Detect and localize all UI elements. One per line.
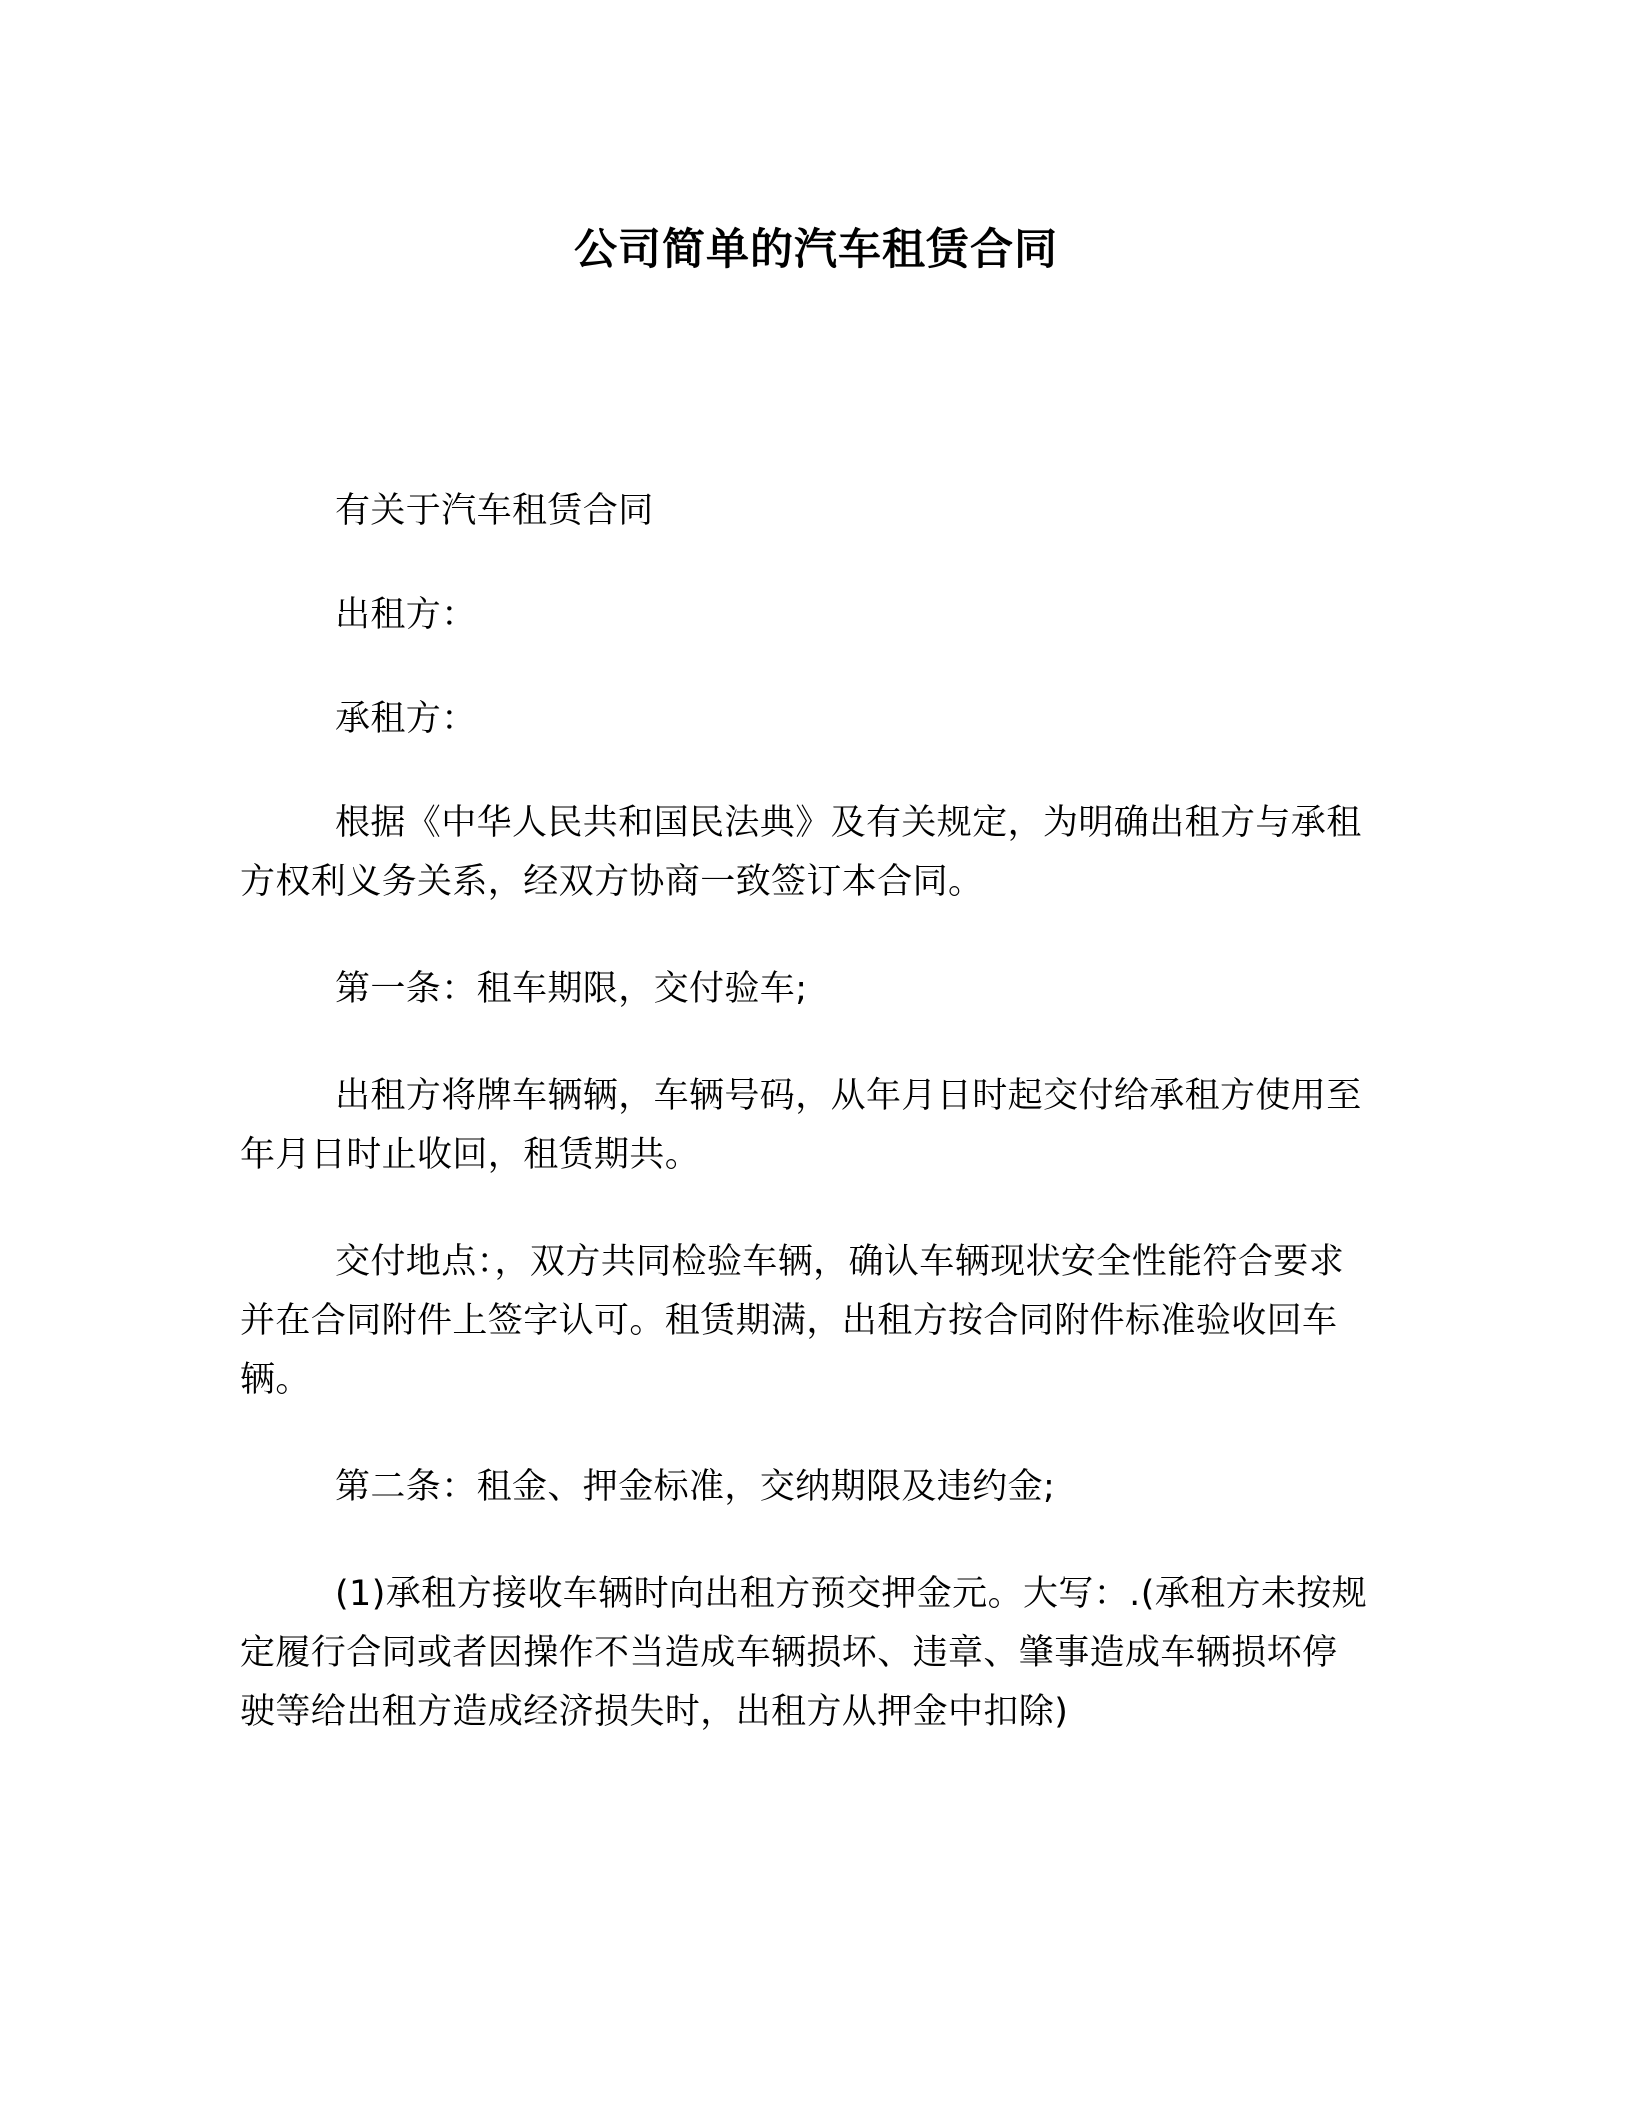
document-body: [240, 482, 1370, 1790]
paragraph-lessee: 承租方：: [335, 699, 477, 739]
paragraph-deposit: (1)承租方接收车辆时向出租方预交押金元。大写：.(承租方未按规定履行合同或者因操作不当造成车辆损坏、违章、肇事造成车辆损坏停驶等给出租方造成经济损失时，出租方从押金中扣除): [240, 1574, 1368, 1732]
document-title: 公司简单的汽车租赁合同: [574, 225, 1058, 275]
paragraph-subtitle: 有关于汽车租赁合同: [335, 491, 654, 531]
paragraph-article-1-heading: 第一条：租车期限，交付验车;: [335, 969, 808, 1009]
paragraph-article-2-heading: 第二条：租金、押金标准，交纳期限及违约金;: [335, 1467, 1056, 1507]
paragraph-rental-period: 出租方将牌车辆辆，车辆号码，从年月日时起交付给承租方使用至年月日时止收回，租赁期共。: [240, 1076, 1362, 1175]
paragraph-preamble: 根据《中华人民共和国民法典》及有关规定，为明确出租方与承租方权利义务关系，经双方协商一致签订本合同。: [240, 803, 1362, 902]
paragraph-delivery: 交付地点：，双方共同检验车辆，确认车辆现状安全性能符合要求并在合同附件上签字认可。租赁期满，出租方按合同附件标准验收回车辆。: [240, 1242, 1345, 1400]
paragraph-lessor: 出租方：: [335, 595, 477, 635]
